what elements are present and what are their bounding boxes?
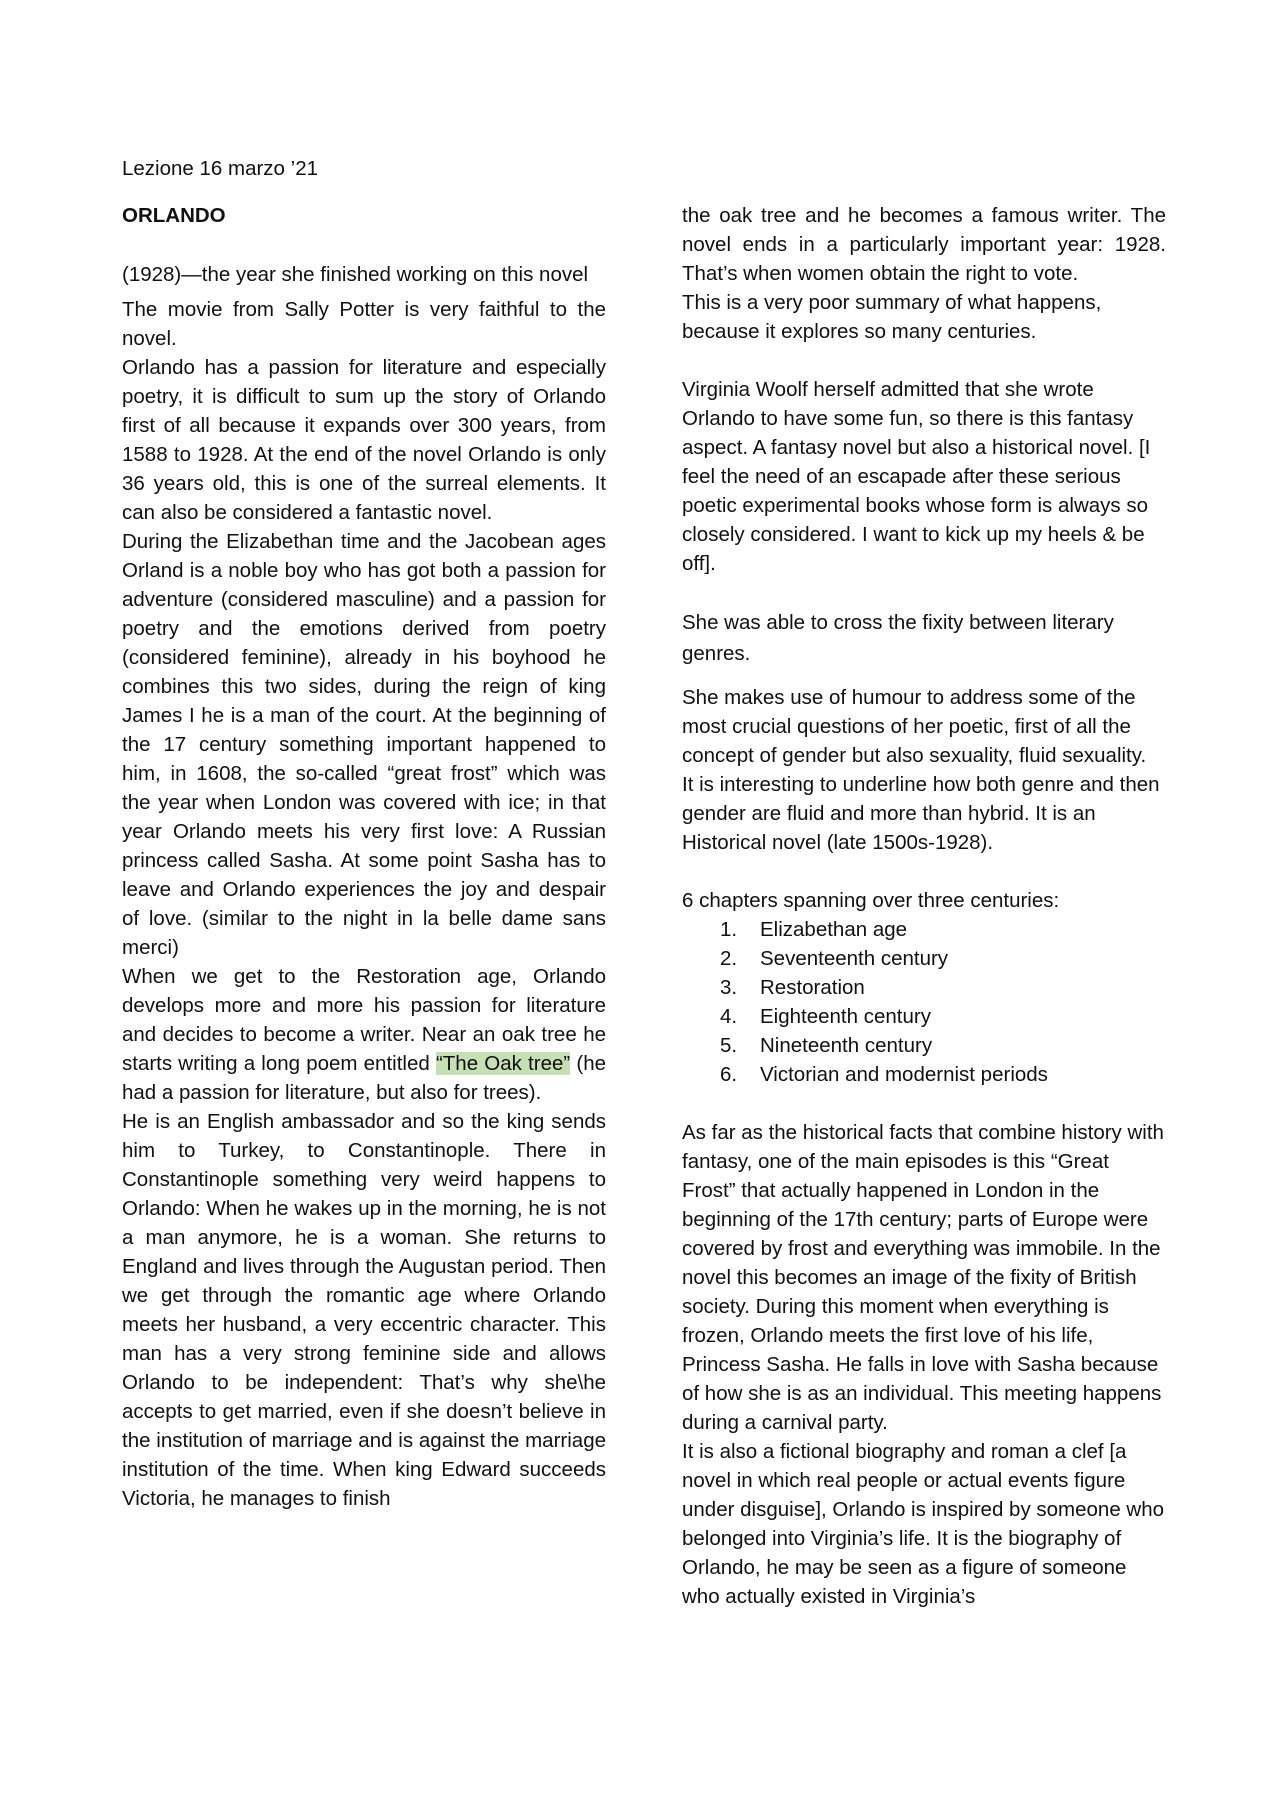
chapters-intro: 6 chapters spanning over three centuries:: [682, 889, 1060, 912]
chapter-item: [720, 1002, 1166, 1031]
paragraph-biography: It is also a fictional biography and roman a clef [a novel in which real people or actual events figure under disguise], Orlando is inspired by someone who belonged into Virginia’s life. It is the biography of Orlando, he may be seen as a figure of someone who actually existed in Virginia’s: [682, 1440, 1165, 1608]
chapter-number: 2.: [720, 947, 738, 970]
chapter-number: 3.: [720, 976, 738, 999]
chapter-label: Victorian and modernist periods: [760, 1063, 1048, 1086]
paragraph-elizabethan: During the Elizabethan time and the Jacobean ages Orland is a noble boy who has got both a passion for adventure (considered masculine) and a passion for poetry and the emotions derived from poetry (considered feminine), already in his boyhood he combines this two sides, during the reign of king James I he is a man of the court. At the beginning of the 17 century something important happened to him, in 1608, the so-called “great frost” which was the year when London was covered with ice; in that year Orlando meets his very first love: A Russian princess called Sasha. At some point Sasha has to leave and Orlando experiences the joy and despair of love. (similar to the night in la belle dame sans merci): [122, 530, 606, 959]
chapter-label: Nineteenth century: [760, 1034, 933, 1057]
paragraph-continuation: the oak tree and he becomes a famous writer. The novel ends in a particularly important year: 1928. That’s when women obtain the right to vote.: [682, 204, 1166, 285]
chapter-label: Seventeenth century: [760, 947, 949, 970]
chapter-number: 5.: [720, 1034, 738, 1057]
restoration-text-start: When we get to the Restoration age, Orlando develops more and more his passion for literature and decides to become a writer. Near an oak tree he starts writing a long poem entitled: [122, 965, 606, 1075]
oak-tree-highlight: “The Oak tree”: [435, 1052, 571, 1075]
paragraph-humour: She makes use of humour to address some of the most crucial questions of her poetic, first of all the concept of gender but also sexuality, fluid sexuality.: [682, 686, 1147, 767]
paragraph-ambassador: He is an English ambassador and so the king sends him to Turkey, to Constantinople. There in Constantinople something very weird happens to Orlando: When he wakes up in the morning, he is not a man anymore, he is a woman. She returns to England and lives through the Augustan period. Then we get through the romantic age where Orlando meets her husband, a very eccentric character. This man has a very strong feminine side and allows Orlando to be independent: That’s why she\he accepts to get married, even if she doesn’t believe in the institution of marriage and is against the marriage institution of the time. When king Edward succeeds Victoria, he manages to finish: [122, 1110, 606, 1510]
paragraph-historical: As far as the historical facts that combine history with fantasy, one of the main episodes is this “Great Frost” that actually happened in London in the beginning of the 17th century; parts of Europe were covered by frost and everything was immobile. In the novel this becomes an image of the fixity of British society. During this moment when everything is frozen, Orlando meets the first love of his life, Princess Sasha. He falls in love with Sasha because of how she is as an individual. This meeting happens during a carnival party.: [682, 1121, 1164, 1434]
paragraph-interesting: It is interesting to underline how both genre and then gender are fluid and more than hybrid. It is an Historical novel (late 1500s-1928).: [682, 773, 1160, 854]
chapter-number: 6.: [720, 1063, 738, 1086]
paragraph-restoration: [122, 962, 606, 1107]
chapter-label: Restoration: [760, 976, 865, 999]
chapters-list: [682, 915, 1166, 1089]
paragraph-movie: The movie from Sally Potter is very faithful to the novel.: [122, 298, 606, 350]
chapter-item: [720, 915, 1166, 944]
chapter-item: [720, 1031, 1166, 1060]
paragraph-summary: This is a very poor summary of what happens, because it explores so many centuries.: [682, 291, 1102, 343]
chapter-item: [720, 1060, 1166, 1089]
chapter-label: Elizabethan age: [760, 918, 908, 941]
paragraph-fixity: She was able to cross the fixity between literary genres.: [682, 611, 1114, 665]
chapter-item: [720, 973, 1166, 1002]
document-title: ORLANDO: [122, 204, 226, 227]
left-column: [122, 201, 606, 1513]
paragraph-passion: Orlando has a passion for literature and especially poetry, it is difficult to sum up the story of Orlando first of all because it expands over 300 years, from 1588 to 1928. At the end of the novel Orlando is only 36 years old, this is one of the surreal elements. It can also be considered a fantastic novel.: [122, 356, 606, 524]
chapter-number: 1.: [720, 918, 738, 941]
restoration-text-end: (he had a passion for literature, but also for trees).: [122, 1052, 607, 1104]
chapter-number: 4.: [720, 1005, 738, 1028]
paragraph-year: (1928)—the year she finished working on this novel: [122, 263, 589, 286]
lesson-date: Lezione 16 marzo ’21: [122, 157, 319, 180]
paragraph-woolf: Virginia Woolf herself admitted that she wrote Orlando to have some fun, so there is this fantasy aspect. A fantasy novel but also a historical novel. [I feel the need of an escapade after these serious poetic experimental books whose form is always so closely considered. I want to kick up my heels & be off].: [682, 378, 1151, 575]
right-column: [682, 201, 1166, 1611]
chapter-label: Eighteenth century: [760, 1005, 931, 1028]
chapter-item: [720, 944, 1166, 973]
